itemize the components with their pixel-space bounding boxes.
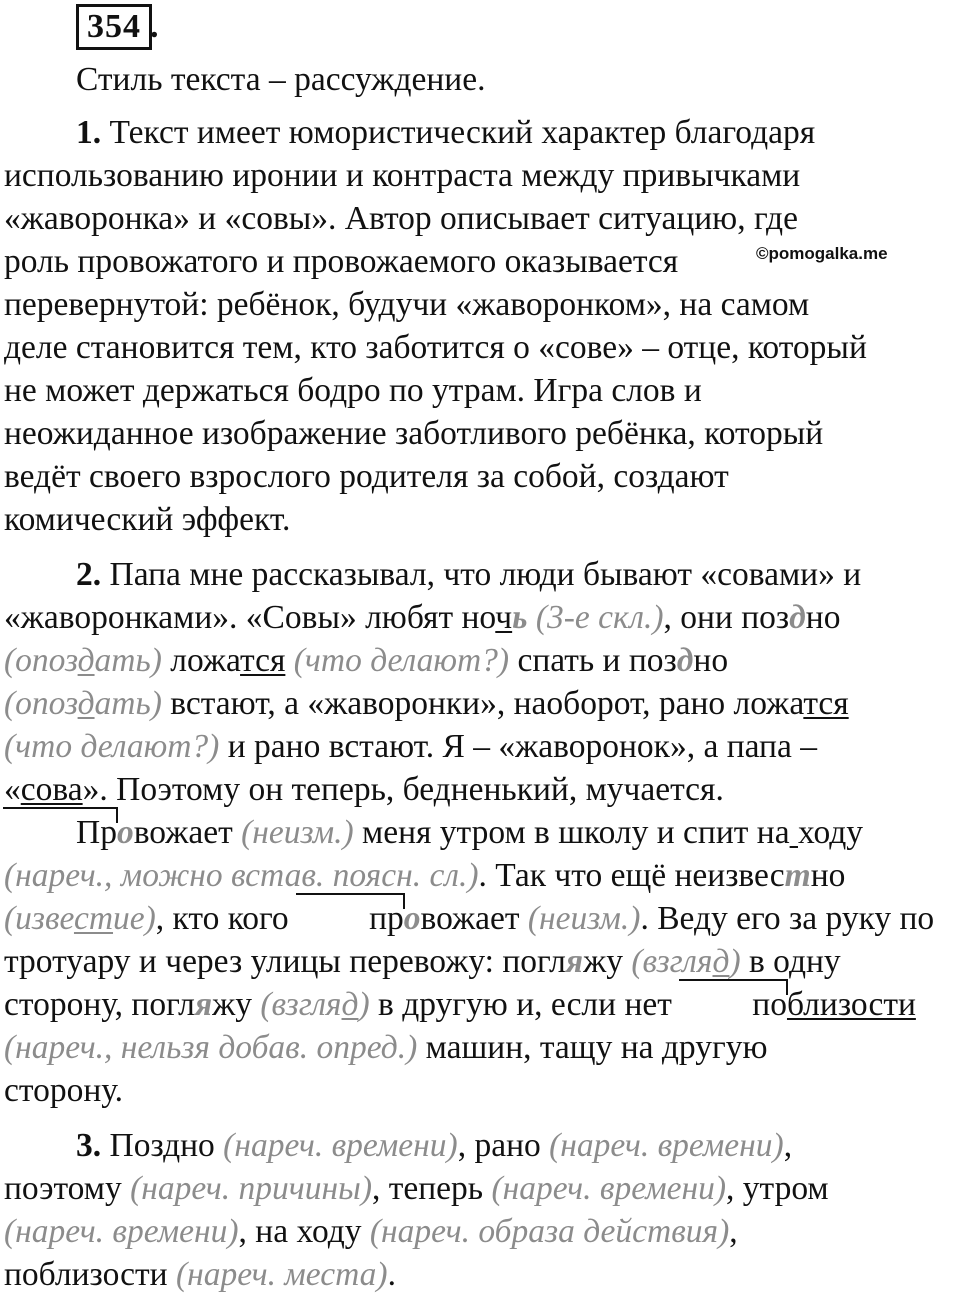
highlighted-letter: о xyxy=(116,814,134,851)
p1-line: роль провожатого и провожаемого оказывается xyxy=(4,243,679,280)
text-run: жу xyxy=(583,943,623,980)
p1-line: использованию иронии и контраста между привычками xyxy=(4,157,801,194)
text-run: , рано xyxy=(457,1127,541,1164)
text-run: . xyxy=(387,1256,396,1293)
grammar-note: (нареч. времени) xyxy=(483,1170,727,1207)
text-run: ». Поэтому он теперь, бедненький, мучается. xyxy=(82,771,724,808)
grammar-note: (изве xyxy=(4,900,74,937)
underlined-letter: д xyxy=(77,685,95,722)
prefix-mark: пр xyxy=(297,897,404,940)
underlined-word: сова xyxy=(20,771,83,808)
text-run: тротуару и через улицы перевожу: погл xyxy=(4,943,566,980)
text-run: но xyxy=(810,857,846,894)
underlined-letter: д xyxy=(77,642,95,679)
text-run: но xyxy=(693,642,729,679)
p1-line: перевернутой: ребёнок, будучи «жаворонком», на самом xyxy=(4,286,810,323)
text-run: вожает xyxy=(420,900,520,937)
text-run: и рано встают. Я – «жаворонок», а папа – xyxy=(219,728,817,765)
p1-line: неожиданное изображение заботливого ребёнка, который xyxy=(4,415,824,452)
text-run: вожает xyxy=(133,814,233,851)
text-run: « xyxy=(4,771,21,808)
paragraph-3 xyxy=(4,1124,958,1296)
grammar-note: (что делают?) xyxy=(285,642,510,679)
text-run: . Веду его за руку по xyxy=(640,900,935,937)
text-run: , xyxy=(729,1213,738,1250)
grammar-note: ) xyxy=(358,986,370,1023)
exercise-number: 354 xyxy=(76,4,152,50)
prefix-mark: Пр xyxy=(4,811,117,854)
text-run: , xyxy=(783,1127,793,1164)
paragraph-3-number: 3. xyxy=(76,1127,102,1164)
grammar-note: ать) xyxy=(94,685,162,722)
grammar-note: ать) xyxy=(94,642,162,679)
grammar-note: (нареч. времени) xyxy=(540,1127,784,1164)
grammar-note: (нареч., можно встав. поясн. сл.) xyxy=(4,857,479,894)
text-run: Поздно xyxy=(101,1127,215,1164)
grammar-note: ие) xyxy=(113,900,156,937)
highlighted-letter: ь xyxy=(512,599,528,636)
text-run: , они поз xyxy=(663,599,790,636)
answer-text xyxy=(4,58,958,1306)
underlined-letters: тся xyxy=(803,685,849,722)
text-run: , кто кого xyxy=(155,900,298,937)
p1-line: Текст имеет юмористический характер благодаря xyxy=(101,114,816,151)
text-run: ложа xyxy=(161,642,241,679)
p1-line: ведёт своего взрослого родителя за собой, создают xyxy=(4,458,729,495)
grammar-note: (3-е скл.) xyxy=(527,599,664,636)
grammar-note: (что делают?) xyxy=(4,728,220,765)
exercise-number-dot: . xyxy=(150,8,159,45)
highlighted-letter: д xyxy=(676,642,694,679)
watermark: ©pomogalka.me xyxy=(756,244,888,263)
highlighted-letter: я xyxy=(565,943,584,980)
grammar-note: ) xyxy=(729,943,741,980)
paragraph-1-number: 1. xyxy=(76,114,102,151)
text-run: сторону. xyxy=(4,1072,124,1109)
grammar-note: (нареч. места) xyxy=(167,1256,388,1293)
style-line-text: Стиль текста – рассуждение. xyxy=(76,61,486,98)
text-run: , утром xyxy=(726,1170,829,1207)
paragraph-1 xyxy=(4,111,958,541)
style-line xyxy=(4,58,958,101)
grammar-note: (нареч., нельзя добав. опред.) xyxy=(4,1029,418,1066)
p1-line: комический эффект. xyxy=(4,501,291,538)
paragraph-2-number: 2. xyxy=(76,556,102,593)
text-run: в другую и, если нет xyxy=(369,986,681,1023)
text-run: , теперь xyxy=(372,1170,484,1207)
grammar-note: (нареч. времени) xyxy=(214,1127,458,1164)
grammar-note: (нареч. причины) xyxy=(121,1170,372,1207)
underlined-letters: тся xyxy=(240,642,286,679)
paragraph-2 xyxy=(4,553,958,1112)
text-run: поблизости xyxy=(4,1256,168,1293)
grammar-note: (взгля xyxy=(622,943,713,980)
text-run: жу xyxy=(212,986,252,1023)
underlined-letters: ст xyxy=(73,900,114,937)
grammar-note: (неизм.) xyxy=(232,814,354,851)
text-run: меня утром в школу и спит на xyxy=(353,814,790,851)
highlighted-letter: я xyxy=(194,986,213,1023)
text-run: «жаворонками». «Совы» любят но xyxy=(4,599,496,636)
grammar-note: (нареч. образа действия) xyxy=(361,1213,730,1250)
highlighted-letter: т xyxy=(784,857,811,894)
text-run: . Так что ещё неизвес xyxy=(478,857,785,894)
text-run: поэтому xyxy=(4,1170,122,1207)
space-mark xyxy=(790,814,798,851)
grammar-note: (опоз xyxy=(4,642,78,679)
grammar-note: (неизм.) xyxy=(519,900,641,937)
text-run: спать и поз xyxy=(509,642,677,679)
highlighted-letter: о xyxy=(403,900,421,937)
text-run: Папа мне рассказывал, что люди бывают «совами» и xyxy=(101,556,862,593)
underlined-letter: д xyxy=(341,986,359,1023)
grammar-note: (взгля xyxy=(252,986,342,1023)
text-run: , на ходу xyxy=(238,1213,362,1250)
text-run: машин, тащу на другую xyxy=(417,1029,768,1066)
text-run: но xyxy=(805,599,841,636)
text-run: сторону, погл xyxy=(4,986,195,1023)
grammar-note: (опоз xyxy=(4,685,78,722)
grammar-note: (нареч. времени) xyxy=(4,1213,239,1250)
underlined-letter: д xyxy=(712,943,730,980)
prefix-mark: по xyxy=(680,983,787,1026)
underlined-letter: ч xyxy=(495,599,513,636)
p1-line: «жаворонка» и «совы». Автор описывает ситуацию, где xyxy=(4,200,798,237)
underlined-word: близости xyxy=(786,986,916,1023)
text-run: в одну xyxy=(740,943,841,980)
p1-line: деле становится тем, кто заботится о «сове» – отце, который xyxy=(4,329,867,366)
text-run: ходу xyxy=(797,814,864,851)
p1-line: не может держаться бодро по утрам. Игра слов и xyxy=(4,372,702,409)
text-run: встают, а «жаворонки», наоборот, рано ложа xyxy=(161,685,804,722)
highlighted-letter: д xyxy=(789,599,806,636)
